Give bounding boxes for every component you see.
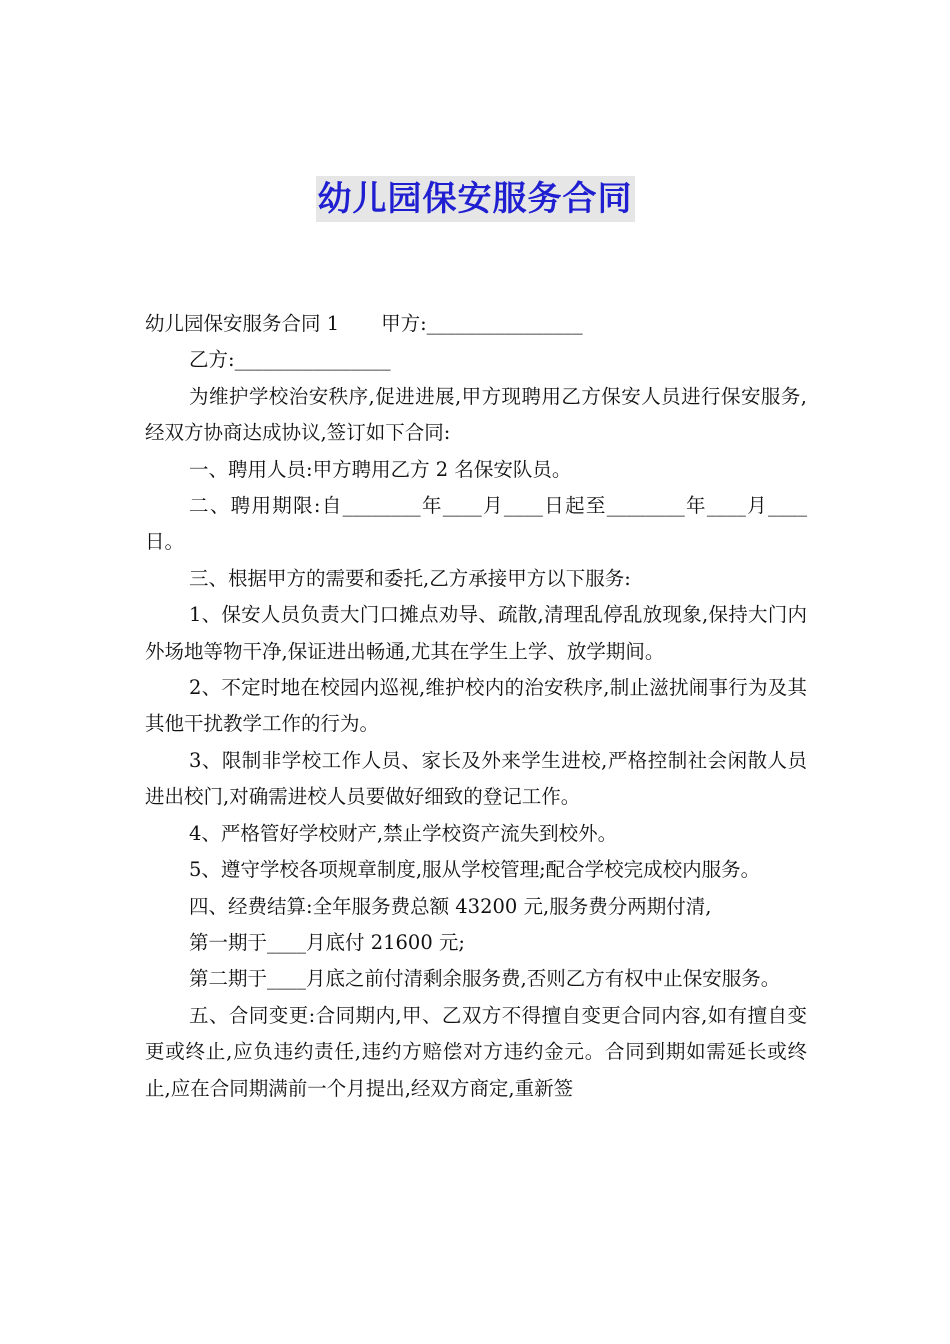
paragraph-clause-4: 四、经费结算:全年服务费总额 43200 元,服务费分两期付清, bbox=[189, 894, 712, 918]
paragraph-clause-5: 五、合同变更:合同期内,甲、乙双方不得擅自变更合同内容,如有擅自变更或终止,应负违约责任,违约方赔偿对方违约金元。合同到期如需延长或终止,应在合同期满前一个月提出,经双方商定,重新签 bbox=[145, 1003, 807, 1100]
paragraph-item-2: 2、不定时地在校园内巡视,维护校内的治安秩序,制止滋扰闹事行为及其其他干扰教学工作的行为。 bbox=[145, 676, 807, 736]
paragraph-item-5: 5、遵守学校各项规章制度,服从学校管理;配合学校完成校内服务。 bbox=[189, 858, 761, 882]
paragraph-preamble: 为维护学校治安秩序,促进进展,甲方现聘用乙方保安人员进行保安服务,经双方协商达成协议,签订如下合同: bbox=[145, 384, 807, 445]
paragraph-clause-3: 三、根据甲方的需要和委托,乙方承接甲方以下服务: bbox=[189, 566, 631, 590]
paragraph-payment-1: 第一期于____月底付 21600 元; bbox=[189, 930, 465, 954]
paragraph-item-3: 3、限制非学校工作人员、家长及外来学生进校,严格控制社会闲散人员进出校门,对确需进校人员要做好细致的登记工作。 bbox=[145, 748, 807, 809]
contract-heading: 幼儿园保安服务合同 1 bbox=[145, 312, 340, 335]
document-body bbox=[145, 306, 807, 1107]
paragraph-clause-2: 二、聘用期限:自________年____月____日起至________年____月____日。 bbox=[145, 494, 807, 554]
paragraph-party-b: 乙方:________________ bbox=[189, 348, 391, 372]
title-container bbox=[0, 176, 950, 222]
first-line bbox=[145, 306, 807, 342]
paragraph-clause-1: 一、聘用人员:甲方聘用乙方 2 名保安队员。 bbox=[189, 457, 572, 481]
paragraph-payment-2: 第二期于____月底之前付清剩余服务费,否则乙方有权中止保安服务。 bbox=[189, 967, 781, 991]
document-title: 幼儿园保安服务合同 bbox=[316, 176, 635, 222]
paragraph-item-4: 4、严格管好学校财产,禁止学校资产流失到校外。 bbox=[189, 821, 618, 845]
party-a-field: 甲方:________________ bbox=[381, 312, 583, 335]
paragraph-item-1: 1、保安人员负责大门口摊点劝导、疏散,清理乱停乱放现象,保持大门内外场地等物干净,保证进出畅通,尤其在学生上学、放学期间。 bbox=[145, 603, 807, 663]
